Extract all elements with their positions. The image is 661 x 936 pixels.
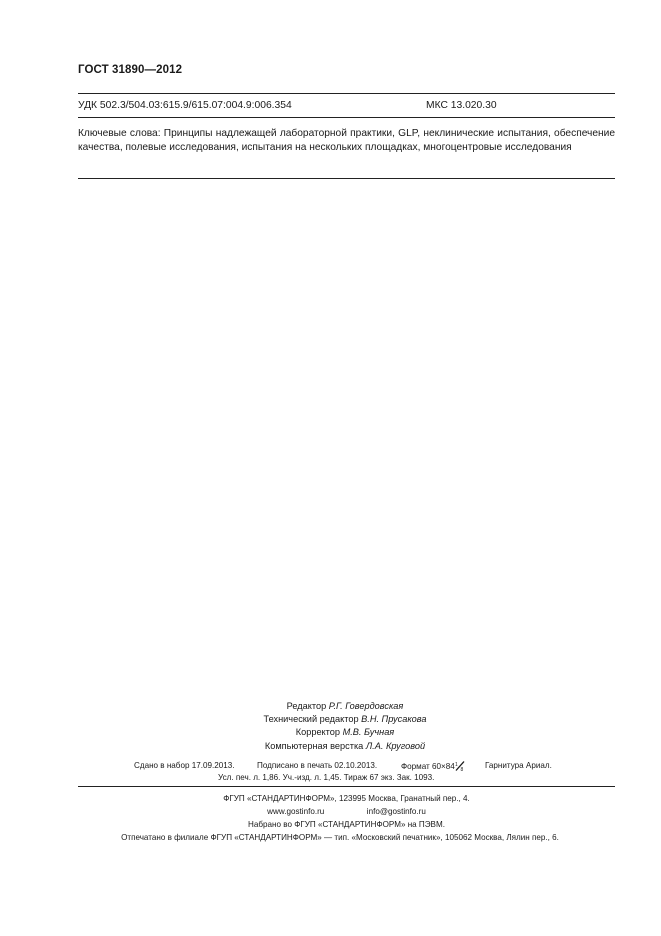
print-stats: Усл. печ. л. 1,86. Уч.-изд. л. 1,45. Тираж 67 экз. Зак. 1093. [218, 773, 435, 782]
paper-format [401, 761, 465, 771]
publisher-address: ФГУП «СТАНДАРТИНФОРМ», 123995 Москва, Гранатный пер., 4. [223, 794, 470, 803]
tech-editor-label: Технический редактор [263, 714, 359, 725]
svg-text:1: 1 [454, 762, 458, 768]
credits-block [180, 700, 510, 753]
classification-rule [78, 117, 615, 118]
tech-editor-row [180, 713, 510, 726]
signed-date: Подписано в печать 02.10.2013. [257, 761, 378, 770]
email-link[interactable]: info@gostinfo.ru [366, 807, 426, 816]
publisher-contacts [78, 805, 615, 818]
fraction-mark-icon [455, 761, 465, 771]
keywords-rule [78, 178, 615, 179]
submitted-date: Сдано в набор 17.09.2013. [134, 761, 235, 770]
udc-code: УДК 502.3/504.03:615.9/615.07:004.9:006.354 [78, 100, 292, 111]
website-link[interactable]: www.gostinfo.ru [267, 807, 325, 816]
footer-rule [78, 786, 615, 787]
header-rule [78, 93, 615, 94]
printer-note: Отпечатано в филиале ФГУП «СТАНДАРТИНФОРМ» — тип. «Московский печатник», 105062 Москва, Лялин пер., 6. [121, 833, 559, 842]
layout-row [180, 740, 510, 753]
typeface: Гарнитура Ариал. [485, 761, 552, 770]
corrector-row [180, 726, 510, 739]
editor-name: Р.Г. Говердовская [328, 701, 404, 711]
editor-row [180, 700, 510, 713]
editor-label: Редактор [286, 701, 327, 711]
mks-code: МКС 13.020.30 [426, 100, 497, 111]
typeset-note: Набрано во ФГУП «СТАНДАРТИНФОРМ» на ПЭВМ. [248, 820, 445, 829]
tech-editor-name: В.Н. Прусакова [361, 714, 427, 725]
corrector-label: Корректор [295, 727, 341, 738]
svg-text:8: 8 [460, 766, 464, 771]
keywords-paragraph: Ключевые слова: Принципы надлежащей лабораторной практики, GLP, неклинические испытания, обеспечение качества, полевые исследования, испытания на нескольких площадках, многоцентровые исследования [78, 128, 615, 153]
corrector-name: М.В. Бучная [342, 727, 395, 738]
layout-label: Компьютерная верстка [264, 740, 364, 751]
layout-name: Л.А. Круговой [365, 740, 426, 751]
paper-format-label: Формат 60×84 [401, 762, 455, 771]
standard-number: ГОСТ 31890—2012 [78, 64, 183, 76]
